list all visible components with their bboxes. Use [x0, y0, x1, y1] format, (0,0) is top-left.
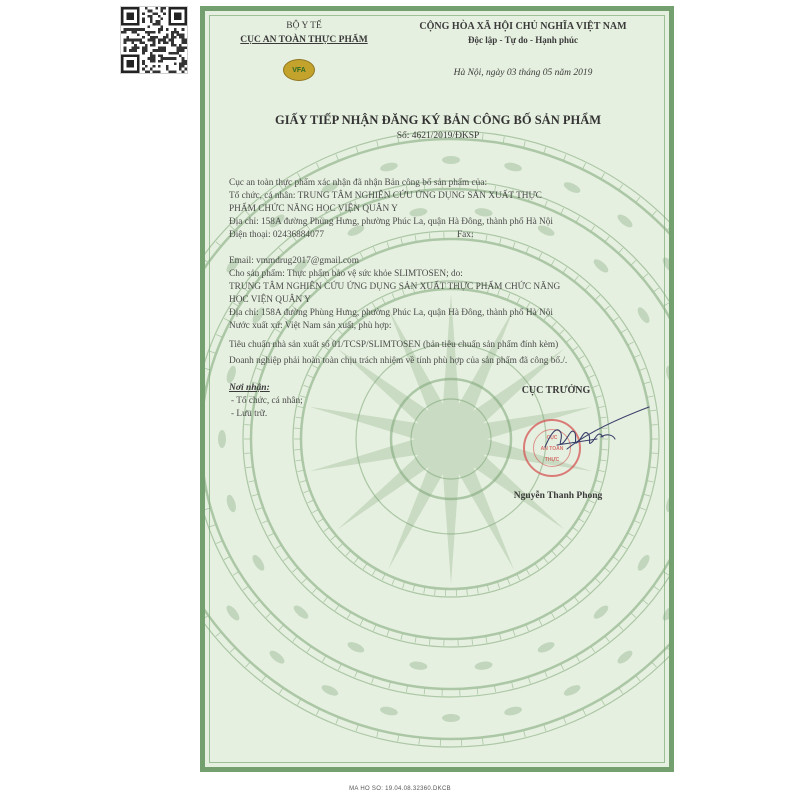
agency-logo-text: VFA: [292, 66, 306, 74]
stamp-text: AN TOÀN: [540, 446, 564, 452]
body-line: Cục an toàn thực phẩm xác nhận đã nhận Bản công bố sản phẩm của:: [229, 178, 488, 188]
issue-date: Hà Nội, ngày 03 tháng 05 năm 2019: [453, 68, 593, 78]
stamp-text: THỰC: [544, 457, 560, 463]
national-motto: Độc lập - Tự do - Hạnh phúc: [467, 35, 579, 45]
stamp-text: CỤC: [546, 435, 558, 441]
body-line: Tổ chức, cá nhân: TRUNG TÂM NGHIÊN CỨU ỨNG DỤNG SẢN XUẤT THỰC: [229, 191, 542, 201]
recipient-item: - Lưu trữ.: [231, 409, 268, 419]
handwritten-signature: [527, 403, 657, 463]
document-number: Số: 4621/2019/ĐKSP: [396, 131, 480, 141]
fax-label: Fax:: [457, 230, 474, 240]
body-line: HỌC VIỆN QUÂN Y: [229, 295, 311, 305]
body-line: Cho sản phẩm: Thực phẩm bảo vệ sức khỏe SLIMTOSEN; do:: [229, 269, 463, 279]
body-line: Địa chỉ: 158A đường Phùng Hưng, phường Phúc La, quận Hà Đông, thành phố Hà Nội: [229, 308, 553, 318]
signer-name: Nguyễn Thanh Phong: [513, 491, 603, 501]
body-line: TRUNG TÂM NGHIÊN CỨU ỨNG DỤNG SẢN XUẤT THỰC PHẨM CHỨC NĂNG: [229, 282, 561, 292]
certificate: [200, 6, 674, 772]
agency-name: CỤC AN TOÀN THỰC PHẨM: [240, 35, 368, 45]
qr-code-icon: [121, 7, 187, 73]
body-line: PHẨM CHỨC NĂNG HỌC VIỆN QUÂN Y: [229, 204, 398, 214]
body-line: Nước xuất xứ: Việt Nam sản xuất, phù hợp:: [229, 321, 392, 331]
document-title: GIẤY TIẾP NHẬN ĐĂNG KÝ BẢN CÔNG BỐ SẢN PHẨM: [274, 113, 602, 127]
qr-code: [120, 6, 188, 74]
body-line: Doanh nghiệp phải hoàn toàn chịu trách nhiệm về tính phù hợp của sản phẩm đã công bố./.: [229, 356, 568, 366]
recipient-item: - Tổ chức, cá nhân;: [231, 396, 303, 406]
body-line: Email: vmmdrug2017@gmail.com: [229, 256, 359, 266]
body-line: Tiêu chuẩn nhà sản xuất số 01/TCSP/SLIMTOSEN (bản tiêu chuẩn sản phẩm đính kèm): [229, 340, 559, 350]
signer-position: CỤC TRƯỞNG: [521, 385, 591, 396]
recipients-heading: Nơi nhận:: [229, 383, 270, 393]
country-name: CỘNG HÒA XÃ HỘI CHỦ NGHĨA VIỆT NAM: [419, 21, 627, 32]
footer-document-code: MA HO SO: 19.04.08.32360.DKCB: [349, 786, 451, 792]
body-line: Địa chỉ: 158A đường Phùng Hưng, phường Phúc La, quận Hà Đông, thành phố Hà Nội: [229, 217, 553, 227]
agency-logo: [283, 59, 315, 81]
ministry-name: BỘ Y TẾ: [286, 21, 322, 31]
body-line: Điện thoại: 02436884077: [229, 230, 325, 240]
